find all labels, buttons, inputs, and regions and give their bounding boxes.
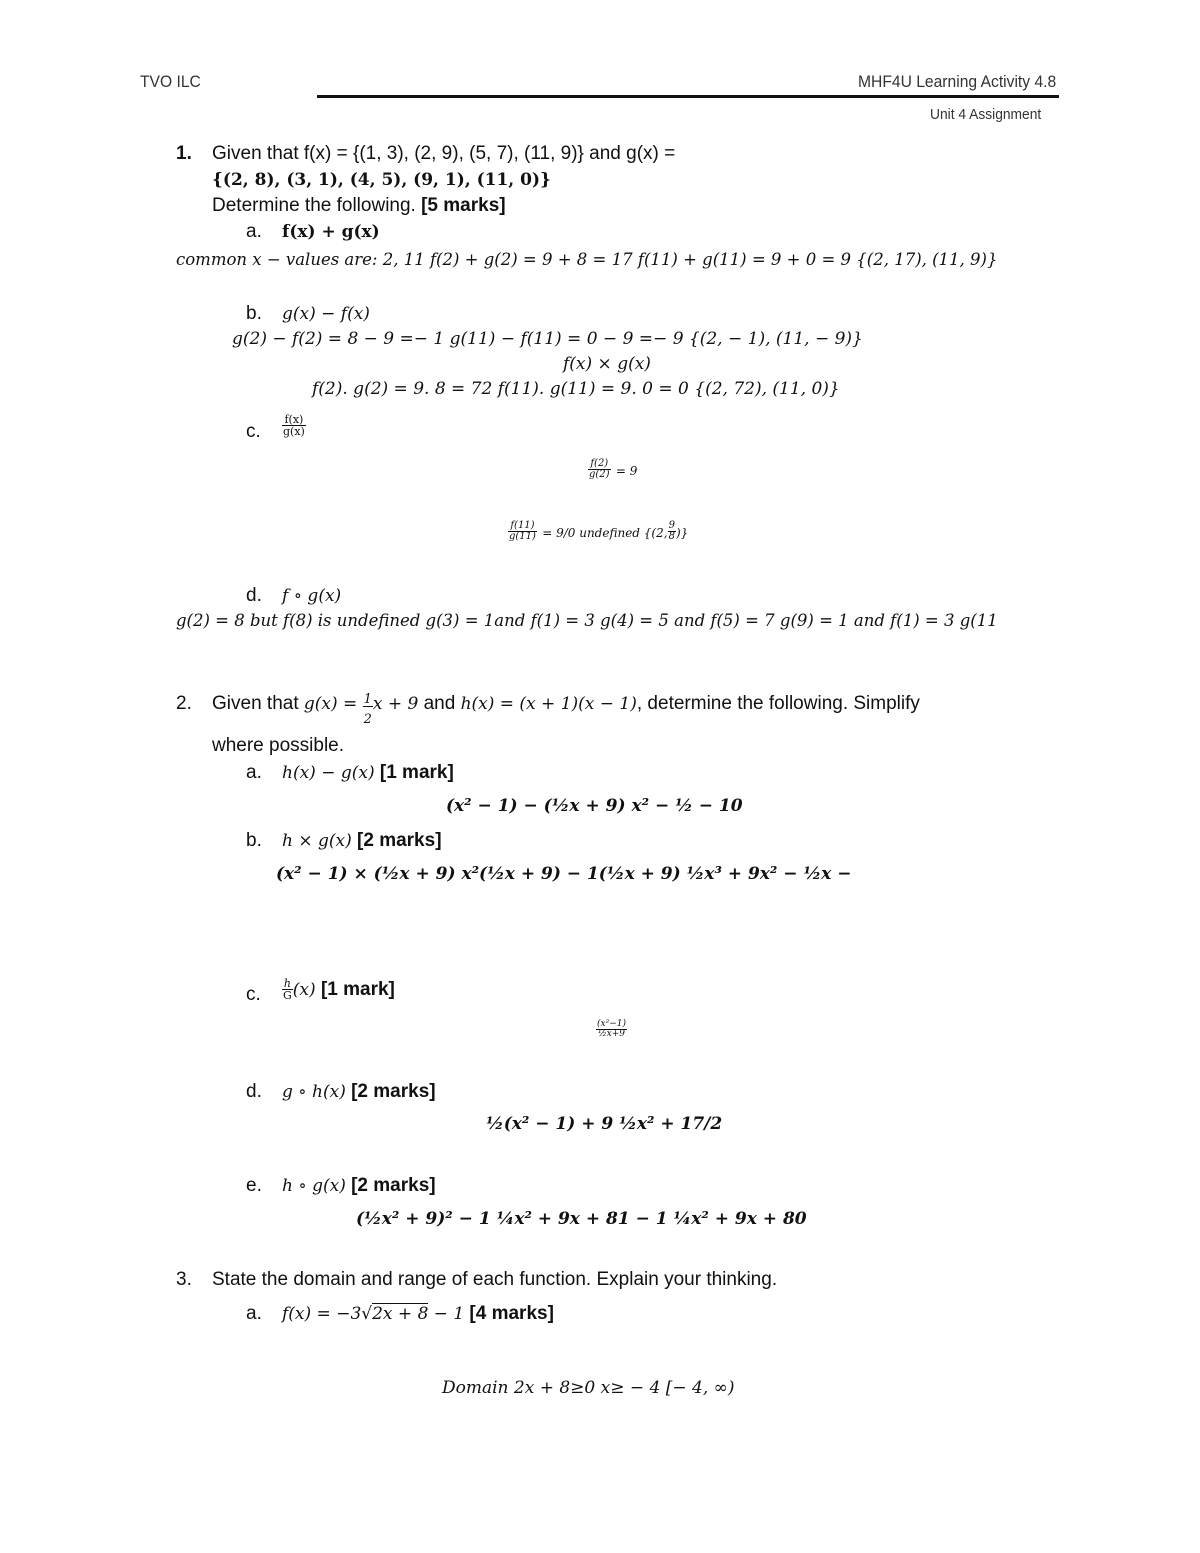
q1c-work2-num: f(11) [508, 521, 537, 532]
q2a-expr: h(x) − g(x) [282, 763, 375, 783]
q2-g-frac-den: 2 [363, 712, 372, 727]
q2b-work: (x² − 1) × (½x + 9) x²(½x + 9) − 1(½x + 9) ½x³ + 9x² − ½x − [276, 864, 852, 884]
q2d-label: d. [246, 1081, 262, 1102]
q1b-work2: f(x) × g(x) [563, 354, 651, 374]
q1c-den: g(x) [283, 425, 305, 439]
q1c-work1 [588, 458, 637, 483]
q3a-radicand: 2x + 8 [372, 1304, 429, 1324]
header-right: MHF4U Learning Activity 4.8 [858, 72, 1057, 91]
q1c-work2-inner-num: 9 [668, 520, 675, 532]
q2c-fraction [282, 978, 293, 1001]
q1c-expr [282, 414, 306, 438]
q1c-work2-inner-den: 8 [668, 531, 675, 543]
q2a-expr-line [282, 761, 454, 785]
q2-g-frac-num: 1 [363, 692, 372, 707]
q3a-radical-sign: √ [361, 1304, 373, 1324]
q2d-expr: g ∘ h(x) [282, 1082, 346, 1102]
q2b-label: b. [246, 830, 262, 851]
q2d-marks: [2 marks] [351, 1081, 436, 1102]
q2e-marks: [2 marks] [351, 1175, 436, 1196]
q2a-label: a. [246, 762, 262, 783]
q1-number: 1. [176, 143, 192, 164]
q2e-label: e. [246, 1175, 262, 1196]
q2b-expr-line [282, 829, 442, 853]
q1d-expr: f ∘ g(x) [282, 586, 342, 606]
q2c-expr: (x) [292, 980, 316, 1000]
q1c-work2-inner-fraction [668, 521, 676, 542]
q2c-work-num: (x²−1) [597, 1019, 626, 1030]
q1d-work: g(2) = 8 but f(8) is undefined g(3) = 1and f(1) = 3 g(4) = 5 and f(5) = 7 g(9) = 1 and f(1) = 3 g(11 [176, 611, 998, 630]
q2c-den: G [283, 989, 292, 1003]
q1c-work2-rest: = 9/0 undefined {(2, [542, 526, 668, 540]
q3-number: 3. [176, 1269, 192, 1290]
q2c-label: c. [246, 984, 261, 1005]
q2-given-cont: where possible. [212, 735, 345, 756]
q1c-fraction [282, 414, 306, 437]
q1c-work1-fraction [588, 459, 611, 480]
q2e-work: (½x² + 9)² − 1 ¼x² + 9x + 81 − 1 ¼x² + 9x + 80 [356, 1209, 807, 1229]
q2-g-rest: x + 9 [372, 694, 419, 714]
q1d-label: d. [246, 585, 262, 606]
q3a-work: Domain 2x + 8≥0 x≥ − 4 [− 4, ∞) [442, 1378, 735, 1398]
q1b-work1: g(2) − f(2) = 8 − 9 =− 1 g(11) − f(11) = 0 − 9 =− 9 {(2, − 1), (11, − 9)} [232, 329, 863, 349]
q2c-work [596, 1018, 627, 1042]
q1c-work2-den: g(11) [509, 531, 536, 543]
q1c-work1-den: g(2) [589, 469, 610, 481]
q2-given-end: , determine the following. Simplify [636, 693, 920, 714]
q2a-marks: [1 mark] [379, 762, 454, 783]
q1-given-line1: Given that f(x) = {(1, 3), (2, 9), (5, 7), (11, 9)} and g(x) = [212, 143, 676, 164]
header-rule [317, 95, 1059, 98]
q1c-work1-rest: = 9 [615, 464, 638, 478]
q1b-expr: g(x) − f(x) [282, 304, 370, 324]
q2-given [212, 692, 920, 726]
q2b-marks: [2 marks] [357, 830, 442, 851]
q3a-label: a. [246, 1303, 262, 1324]
q2c-work-den: ½x+9 [597, 1029, 626, 1040]
q1-marks: [5 marks] [421, 195, 506, 216]
q1c-num: f(x) [282, 414, 306, 426]
q1-given-line2: {(2, 8), (3, 1), (4, 5), (9, 1), (11, 0)} [212, 170, 551, 190]
q2e-expr: h ∘ g(x) [282, 1176, 346, 1196]
q3a-marks: [4 marks] [469, 1303, 554, 1324]
q3-text: State the domain and range of each function. Explain your thinking. [212, 1269, 778, 1290]
q1-determine [212, 194, 506, 218]
q1c-work2 [508, 520, 688, 545]
q1c-work2-fraction [508, 521, 537, 542]
q1c-work2-end: )} [675, 526, 689, 540]
q2-given-start: Given that [212, 693, 299, 714]
q2d-work: ½(x² − 1) + 9 ½x² + 17/2 [486, 1114, 723, 1134]
q1a-work: common x − values are: 2, 11 f(2) + g(2) = 9 + 8 = 17 f(11) + g(11) = 9 + 0 = 9 {(2, 17), (11, 9)} [176, 250, 998, 269]
header-sub: Unit 4 Assignment [930, 106, 1042, 123]
q1c-work1-num: f(2) [588, 459, 611, 470]
q2-and: and [423, 693, 456, 714]
q1b-label: b. [246, 303, 262, 324]
q2c-marks: [1 mark] [320, 979, 395, 1000]
q2-h-expr: h(x) = (x + 1)(x − 1) [460, 694, 637, 714]
q1c-label: c. [246, 421, 261, 442]
q1a-label: a. [246, 221, 262, 242]
q3a-expr-line [282, 1302, 554, 1326]
q2c-num: h [283, 977, 291, 991]
q2-g-lhs: g(x) = [303, 694, 358, 714]
q2d-expr-line [282, 1080, 436, 1104]
q2-number: 2. [176, 693, 192, 714]
header-left: TVO ILC [140, 72, 201, 91]
q1-determine-text: Determine the following. [212, 195, 416, 216]
q1b-work3: f(2). g(2) = 9. 8 = 72 f(11). g(11) = 9. 0 = 0 {(2, 72), (11, 0)} [312, 379, 840, 399]
q2c-expr-line [282, 978, 395, 1002]
q3a-rest: − 1 [433, 1304, 465, 1324]
q2c-work-fraction [596, 1020, 627, 1039]
q1a-expr: f(x) + g(x) [282, 222, 380, 242]
q2e-expr-line [282, 1174, 436, 1198]
q2-g-fraction [363, 693, 373, 726]
q3a-lhs: f(x) = −3 [282, 1304, 362, 1324]
q2b-expr: h × g(x) [282, 831, 352, 851]
q2a-work: (x² − 1) − (½x + 9) x² − ½ − 10 [446, 796, 743, 816]
